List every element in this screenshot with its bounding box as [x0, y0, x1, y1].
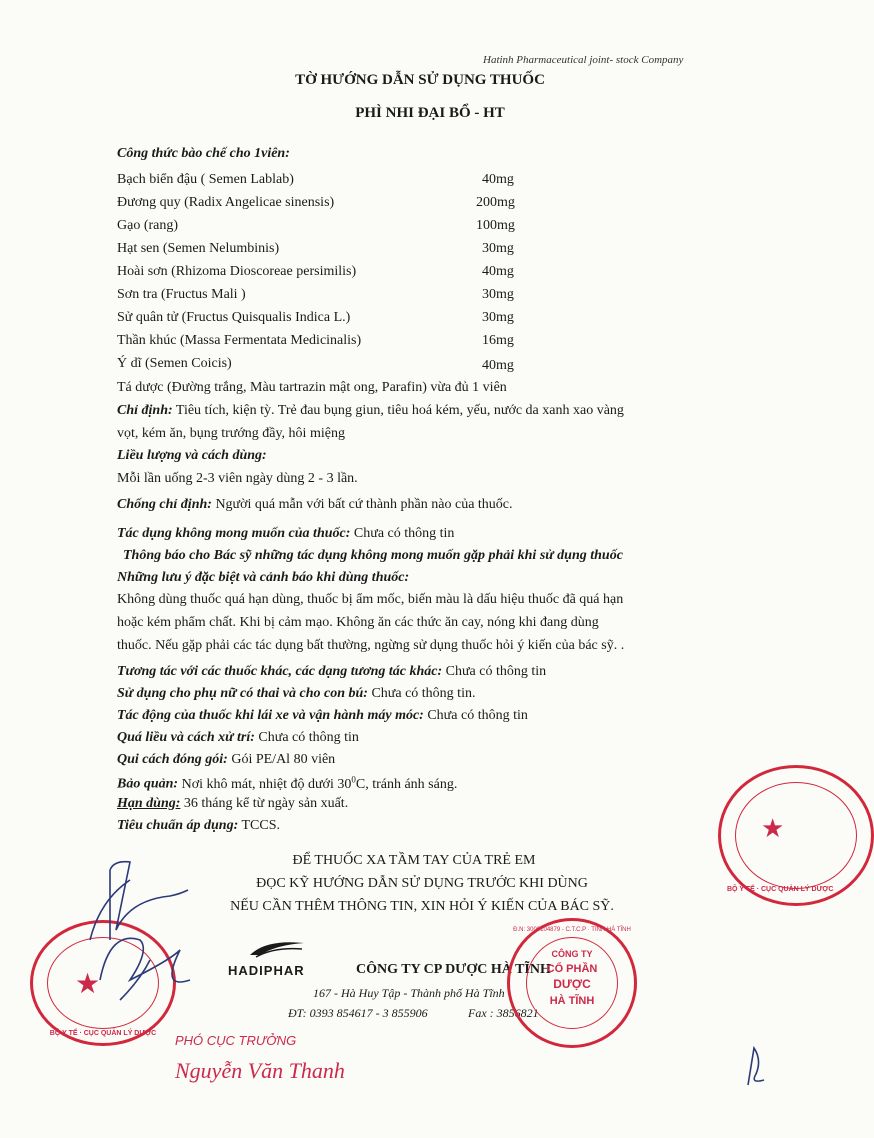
ingredient-name: Sơn tra (Fructus Mali )	[117, 287, 246, 302]
initial-mark	[740, 1040, 770, 1090]
standard-label: Tiêu chuẩn áp dụng:	[117, 818, 239, 833]
ingredient-dose: 16mg	[482, 333, 514, 348]
standard-text: TCCS.	[241, 818, 280, 833]
expiry-label: Hạn dùng:	[117, 796, 181, 811]
pregnancy-label: Sử dụng cho phụ nữ có thai và cho con bú:	[117, 686, 368, 701]
indication-label: Chỉ định:	[117, 403, 173, 418]
ingredient-dose: 30mg	[482, 287, 514, 302]
ingredient-dose: 30mg	[482, 310, 514, 325]
ingredient-name: Gạo (rang)	[117, 218, 179, 233]
packaging-label: Qui cách đóng gói:	[117, 752, 228, 767]
product-name: PHÌ NHI ĐẠI BỔ - HT	[355, 105, 505, 121]
driving-text: Chưa có thông tin	[427, 708, 528, 723]
star-icon: ★	[75, 969, 101, 1000]
warnings-text-1: Không dùng thuốc quá hạn dùng, thuốc bị ẩm mốc, biến màu là dấu hiệu thuốc đã quá hạn	[117, 592, 624, 607]
storage-text: Nơi khô mát, nhiệt độ dưới $30^0C$, tránh ánh sáng.	[181, 774, 458, 792]
warnings-text-2: hoặc kém phẩm chất. Khi bị cảm mạo. Không ăn các thức ăn cay, nóng khi đang dùng	[117, 615, 599, 630]
company-stamp: CÔNG TY CỔ PHẦN DƯỢC HÀ TĨNH Đ.N: 3000104879 - C.T.C.P · TỈNH HÀ TĨNH	[507, 918, 637, 1048]
ingredient-name: Ý dĩ (Semen Coicis)	[117, 356, 232, 371]
contraindication-text: Người quá mẫn với bất cứ thành phần nào của thuốc.	[215, 497, 513, 512]
notify-doctor-line: Thông báo cho Bác sỹ những tác dụng không mong muốn gặp phải khi sử dụng thuốc	[123, 548, 623, 563]
ingredient-dose: 30mg	[482, 241, 514, 256]
ministry-stamp-left: ★ BỘ Y TẾ · CỤC QUẢN LÝ DƯỢC	[30, 920, 176, 1046]
interactions-text: Chưa có thông tin	[445, 664, 547, 679]
packaging-text: Gói PE/Al 80 viên	[231, 752, 336, 767]
ingredient-name: Bạch biển đậu ( Semen Lablab)	[117, 172, 294, 187]
warning-read-carefully: ĐỌC KỸ HƯỚNG DẪN SỬ DỤNG TRƯỚC KHI DÙNG	[256, 876, 588, 891]
ingredient-dose: 40mg	[482, 358, 514, 373]
expiry-text: 36 tháng kể từ ngày sản xuất.	[183, 796, 349, 811]
ingredient-dose: 40mg	[482, 264, 514, 279]
company-phone: ĐT: 0393 854617 - 3 855906	[288, 1006, 428, 1020]
hadiphar-logo-icon	[246, 937, 308, 961]
company-english-name: Hatinh Pharmaceutical joint- stock Company	[483, 54, 684, 66]
driving-label: Tác động của thuốc khi lái xe và vận hành máy móc:	[117, 708, 424, 723]
pregnancy-text: Chưa có thông tin.	[371, 686, 476, 701]
ingredient-name: Hoài sơn (Rhizoma Dioscoreae persimilis)	[117, 264, 357, 279]
ingredient-name: Thần khúc (Massa Fermentata Medicinalis)	[117, 333, 362, 348]
warning-ask-doctor: NẾU CẦN THÊM THÔNG TIN, XIN HỎI Ý KIẾN CỦA BÁC SỸ.	[230, 899, 614, 914]
indication-text: Tiêu tích, kiện tỳ. Trẻ đau bụng giun, tiêu hoá kém, yếu, nước da xanh xao vàng	[175, 403, 624, 418]
signature-bottom	[90, 920, 200, 1010]
ingredient-dose: 40mg	[482, 172, 514, 187]
dosage-text: Mỗi lần uống 2-3 viên ngày dùng 2 - 3 lần.	[117, 471, 358, 486]
indication-text-cont: vọt, kém ăn, bụng trướng đầy, hôi miệng	[117, 426, 345, 441]
contraindication-label: Chống chỉ định:	[117, 497, 212, 512]
official-title: PHÓ CỤC TRƯỞNG	[175, 1033, 297, 1048]
brand-name: HADIPHAR	[228, 963, 305, 978]
overdose-label: Quá liều và cách xử trí:	[117, 730, 255, 745]
document-title: TỜ HƯỚNG DẪN SỬ DỤNG THUỐC	[295, 72, 545, 88]
ingredient-dose: 200mg	[476, 195, 515, 210]
ingredient-name: Hạt sen (Semen Nelumbinis)	[117, 241, 280, 256]
warnings-text-3: thuốc. Nếu gặp phải các tác dụng bất thường, ngừng sử dụng thuốc hỏi ý kiến của bác sỹ. .	[117, 638, 625, 653]
storage-label: Bảo quản:	[117, 776, 179, 792]
warning-keep-away: ĐỂ THUỐC XA TẦM TAY CỦA TRẺ EM	[292, 853, 536, 868]
official-name: Nguyễn Văn Thanh	[175, 1058, 345, 1083]
interactions-label: Tương tác với các thuốc khác, các dạng tương tác khác:	[117, 664, 443, 679]
overdose-text: Chưa có thông tin	[258, 730, 359, 745]
ingredient-dose: 100mg	[476, 218, 515, 233]
company-address: 167 - Hà Huy Tập - Thành phố Hà Tĩnh	[313, 986, 505, 1000]
warnings-label: Những lưu ý đặc biệt và cảnh báo khi dùng thuốc:	[117, 570, 410, 585]
excipient-line: Tá dược (Đường trắng, Màu tartrazin mật ong, Parafin) vừa đủ 1 viên	[117, 380, 507, 395]
company-fax: Fax : 3856821	[468, 1006, 539, 1020]
formula-heading: Công thức bào chế cho 1viên:	[117, 146, 290, 161]
side-effects-label: Tác dụng không mong muốn của thuốc:	[117, 526, 351, 541]
side-effects-text: Chưa có thông tin	[353, 526, 455, 541]
ingredient-name: Sử quân tử (Fructus Quisqualis Indica L.)	[117, 310, 351, 325]
ministry-stamp-right: ★ BỘ Y TẾ · CỤC QUẢN LÝ DƯỢC	[718, 765, 874, 906]
company-name: CÔNG TY CP DƯỢC HÀ TĨNH	[356, 962, 551, 977]
ingredient-name: Đương quy (Radix Angelicae sinensis)	[117, 195, 335, 210]
dosage-label: Liều lượng và cách dùng:	[117, 448, 267, 463]
